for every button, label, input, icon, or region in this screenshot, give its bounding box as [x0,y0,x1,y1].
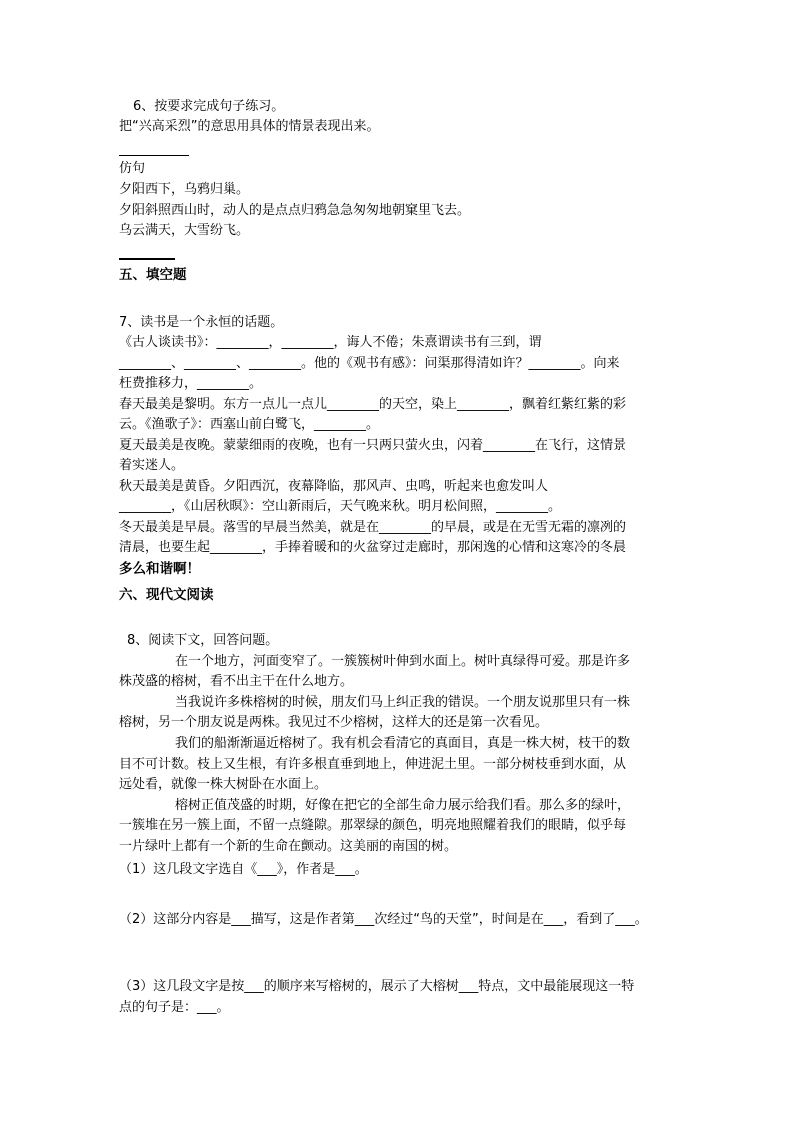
q7-line: 夏天最美是夜晚。蒙蒙细雨的夜晚，也有一只两只萤火虫，闪着________在飞行，这情景 [119,438,627,453]
q6-imitate-label: 仿句 [119,161,146,176]
passage-line: 在一个地方，河面变窄了。一簇簇树叶伸到水面上。树叶真绿得可爱。那是许多 [175,654,631,669]
q8-question-3: （3）这几段文字是按___的顺序来写榕树的，展示了大榕树___特点，文中最能展现这一特 [119,979,635,994]
q6-prompt: 把“兴高采烈”的意思用具体的情景表现出来。 [119,119,380,134]
q7-line: 冬天最美是早晨。落雪的早晨当然美，就是在________的早晨，或是在无雪无霜的凛冽的 [119,520,627,535]
q6-number: 6、按要求完成句子练习。 [133,99,285,114]
passage-line: 榕树正值茂盛的时期，好像在把它的全部生命力展示给我们看。那么多的绿叶， [175,798,631,813]
passage-line: 株茂盛的榕树，看不出主干在什么地方。 [119,674,354,689]
passage-line: 榕树，另一个朋友说是两株。我见过不少榕树，这样大的还是第一次看见。 [119,715,549,730]
q7-line: 着实迷人。 [119,458,185,473]
q7-line: 枉费推移力，________。 [119,376,263,391]
q7-line: 清晨，也要生起________，手捧着暖和的火盆穿过走廊时，那闲逸的心情和这寒冷的冬晨 [119,540,627,555]
section-six-title: 六、现代文阅读 [119,587,214,603]
passage-line: 一簇堆在另一簇上面，不留一点缝隙。那翠绿的颜色，明亮地照耀着我们的眼睛，似乎每 [119,818,627,833]
section-five-title: 五、填空题 [119,267,187,283]
q8-question-1: （1）这几段文字选自《___》，作者是___。 [119,862,368,877]
q8-question-2: （2）这部分内容是___描写，这是作者第___次经过“鸟的天堂”，时间是在___，看到了___。 [119,912,648,927]
passage-line: 一片绿叶上都有一个新的生命在颤动。这美丽的南国的树。 [119,839,458,854]
q6-line: 夕阳斜照西山时，动人的是点点归鸦急急匆匆地朝窠里飞去。 [119,203,471,218]
q6-line: 夕阳西下，乌鸦归巢。 [119,182,250,197]
q7-line: 7、读书是一个永恒的话题。 [119,315,284,330]
passage-line: 远处看，就像一株大树卧在水面上。 [119,777,328,792]
q7-line: 春天最美是黎明。东方一点儿一点儿________的天空，染上________，飘着红紫红紫的彩 [119,397,627,412]
q7-line: 秋天最美是黄昏。夕阳西沉，夜幕降临，那风声、虫鸣，听起来也愈发叫人 [119,479,549,494]
answer-line [119,258,175,260]
answer-line [119,155,189,156]
q8-question-3-cont: 点的句子是：___。 [119,1000,230,1015]
passage-line: 目不可计数。枝上又生根，有许多根直垂到地上，伸进泥土里。一部分树枝垂到水面，从 [119,757,627,772]
q7-line: 《古人谈读书》：________，________，诲人不倦；朱熹谓读书有三到，谓 [119,335,542,350]
q6-line: 乌云满天，大雪纷飞。 [119,223,250,238]
q8-number: 8、阅读下文，回答问题。 [127,633,279,648]
q7-line: 云。《渔歌子》：西塞山前白鹭飞，________。 [119,417,380,432]
q7-line: ________、________、________。他的《观书有感》：问渠那得清如许？________。向来 [119,356,620,371]
q7-line: ________，《山居秋暝》：空山新雨后，天气晚来秋。明月松间照，________。 [119,499,562,514]
q7-line: 多么和谐啊！ [119,561,200,577]
passage-line: 当我说许多株榕树的时候，朋友们马上纠正我的错误。一个朋友说那里只有一株 [175,695,631,710]
passage-line: 我们的船渐渐逼近榕树了。我有机会看清它的真面目，真是一株大树，枝干的数 [175,736,631,751]
